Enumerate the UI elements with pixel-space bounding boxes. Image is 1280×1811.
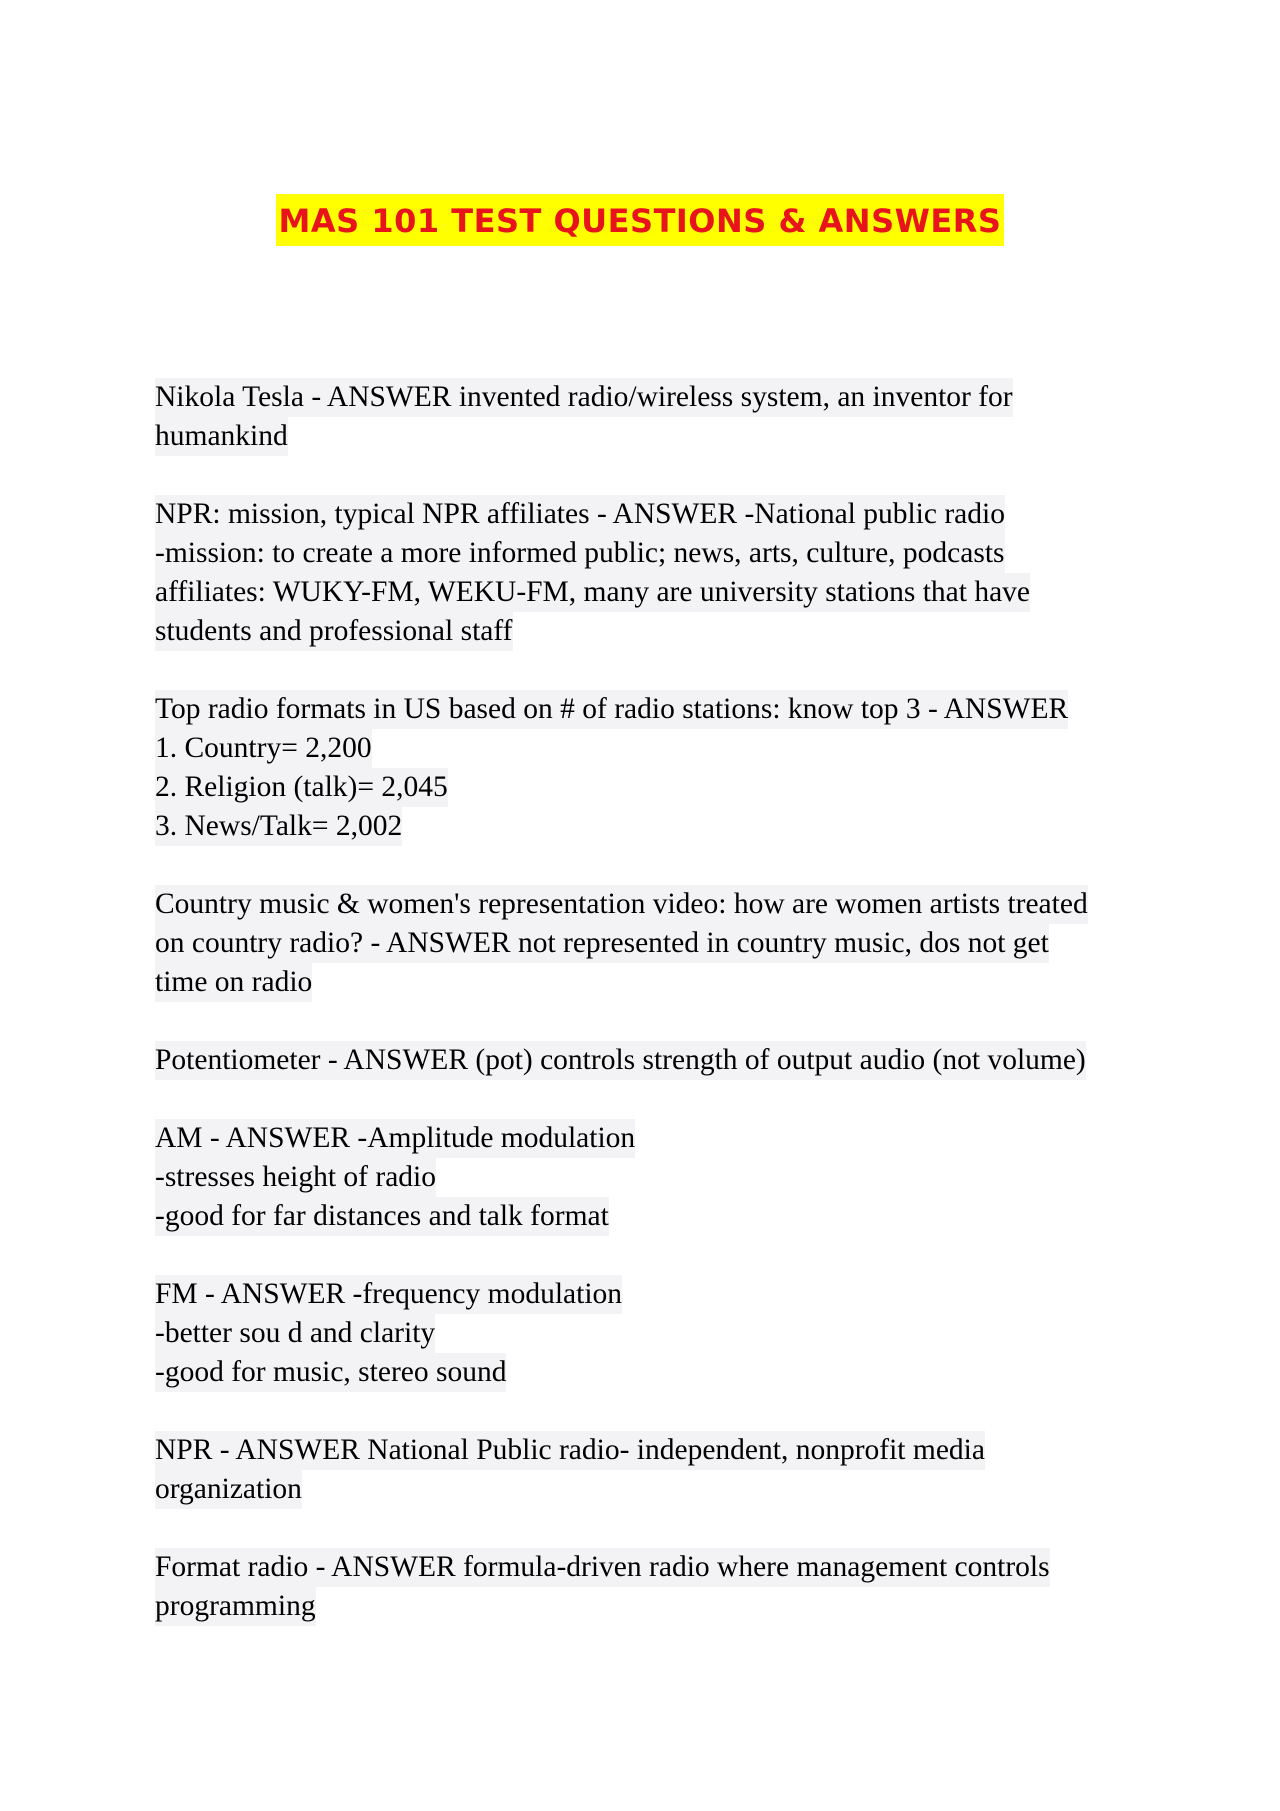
qa-line: -stresses height of radio	[155, 1158, 436, 1197]
qa-line: -better sou d and clarity	[155, 1314, 435, 1353]
qa-line: 1. Country= 2,200	[155, 729, 372, 768]
qa-line: NPR: mission, typical NPR affiliates - ANSWER -National public radio	[155, 495, 1005, 534]
qa-line: Nikola Tesla - ANSWER invented radio/wireless system, an inventor for	[155, 378, 1013, 417]
qa-item	[155, 495, 1155, 651]
qa-line: Potentiometer - ANSWER (pot) controls strength of output audio (not volume)	[155, 1041, 1086, 1080]
qa-line: organization	[155, 1470, 302, 1509]
qa-line: 3. News/Talk= 2,002	[155, 807, 402, 846]
qa-item	[155, 1275, 1155, 1392]
title-wrap	[0, 194, 1280, 246]
qa-line: humankind	[155, 417, 288, 456]
qa-line: Format radio - ANSWER formula-driven radio where management controls	[155, 1548, 1050, 1587]
qa-line: -good for music, stereo sound	[155, 1353, 506, 1392]
qa-line: Top radio formats in US based on # of radio stations: know top 3 - ANSWER	[155, 690, 1068, 729]
qa-line: NPR - ANSWER National Public radio- independent, nonprofit media	[155, 1431, 985, 1470]
qa-item	[155, 1431, 1155, 1509]
page-title: MAS 101 TEST QUESTIONS & ANSWERS	[276, 194, 1005, 246]
qa-line: FM - ANSWER -frequency modulation	[155, 1275, 622, 1314]
qa-line: on country radio? - ANSWER not represented in country music, dos not get	[155, 924, 1049, 963]
qa-item	[155, 1119, 1155, 1236]
qa-line: AM - ANSWER -Amplitude modulation	[155, 1119, 635, 1158]
qa-item	[155, 1548, 1155, 1626]
qa-line: affiliates: WUKY-FM, WEKU-FM, many are university stations that have	[155, 573, 1030, 612]
qa-line: -good for far distances and talk format	[155, 1197, 609, 1236]
qa-line: students and professional staff	[155, 612, 513, 651]
qa-item	[155, 1041, 1155, 1080]
qa-line: time on radio	[155, 963, 312, 1002]
qa-line: programming	[155, 1587, 316, 1626]
qa-line: 2. Religion (talk)= 2,045	[155, 768, 448, 807]
qa-item	[155, 885, 1155, 1002]
qa-line: Country music & women's representation video: how are women artists treated	[155, 885, 1088, 924]
qa-line: -mission: to create a more informed public; news, arts, culture, podcasts	[155, 534, 1005, 573]
qa-list	[155, 378, 1155, 1665]
qa-item	[155, 690, 1155, 846]
qa-item	[155, 378, 1155, 456]
